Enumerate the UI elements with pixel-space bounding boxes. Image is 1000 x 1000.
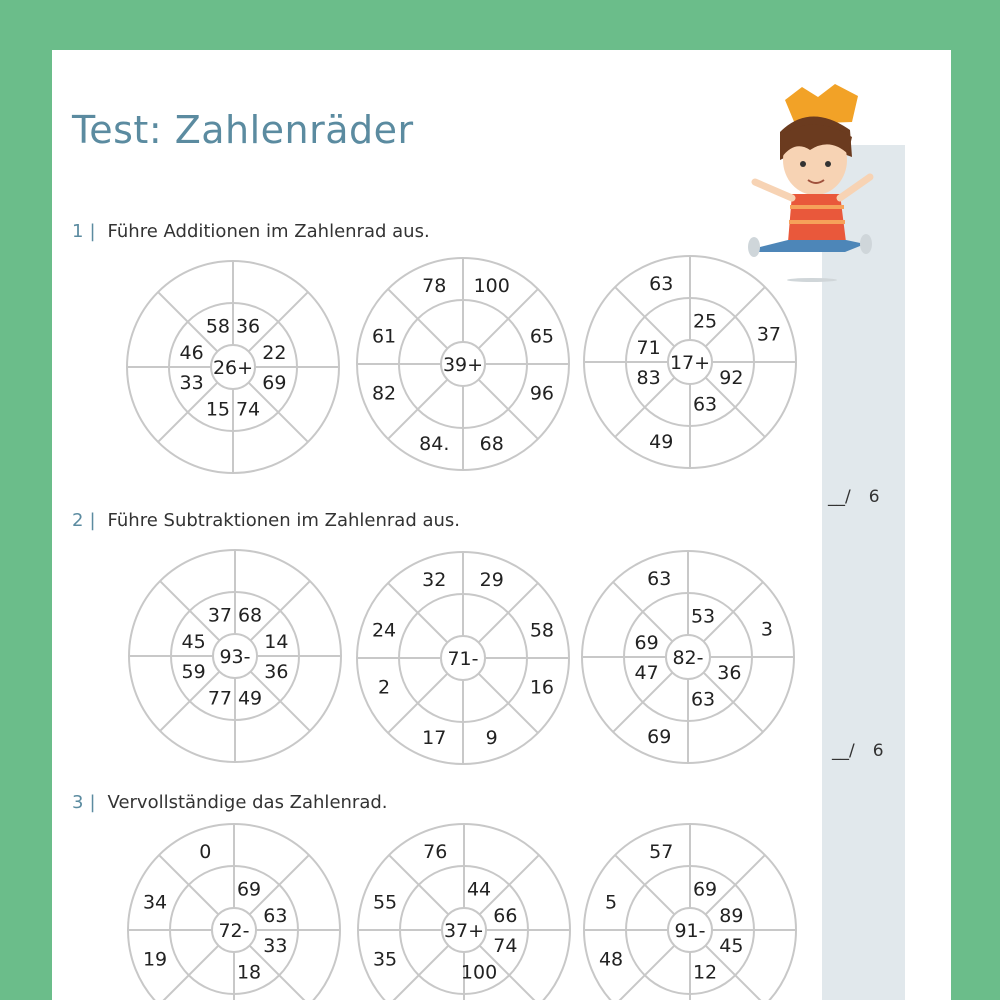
number-wheel: [128, 824, 340, 1000]
wheel-number: 63: [263, 904, 288, 927]
page-title: Test: Zahlenräder: [72, 108, 414, 152]
wheel-number: 61: [371, 325, 397, 348]
wheel-number: 19: [142, 948, 168, 971]
task-separator: |: [89, 792, 96, 813]
wheel-number: 63: [649, 273, 674, 296]
wheel-number: 15: [205, 398, 231, 421]
wheel-number: 35: [372, 948, 398, 971]
wheel-number: 77: [207, 687, 233, 710]
wheel-number: 69: [262, 372, 287, 395]
wheel-number: 78: [422, 275, 447, 298]
task-text: Führe Additionen im Zahlenrad aus.: [107, 221, 430, 242]
wheel-spoke: [159, 855, 218, 914]
wheel-number: 2: [378, 676, 391, 699]
wheel-center-label: 37+: [443, 920, 485, 942]
wheel-number: 66: [493, 904, 518, 927]
wheel-number: 63: [690, 688, 716, 711]
number-wheel: [582, 551, 794, 763]
wheel-number: 84.: [419, 432, 450, 455]
wheel-number: 9: [485, 726, 498, 749]
wheel-center-label: 91-: [674, 920, 706, 942]
wheel-number: 96: [529, 382, 555, 405]
wheel-number: 36: [264, 661, 289, 684]
wheel-spoke: [615, 946, 674, 1000]
wheel-number: 36: [717, 662, 742, 685]
task-separator: |: [89, 221, 96, 242]
task-text: Führe Subtraktionen im Zahlenrad aus.: [107, 510, 460, 531]
wheel-number: 63: [647, 568, 672, 591]
wheel-number: 44: [466, 878, 492, 901]
wheel-center-label: 82-: [672, 647, 704, 669]
wheel-number: 68: [237, 604, 263, 627]
wheel-spoke: [388, 380, 447, 439]
number-wheel: [129, 550, 341, 762]
number-wheel: [358, 824, 570, 1000]
wheel-number: 24: [371, 619, 397, 642]
boy-with-crown-illustration: [740, 82, 880, 282]
wheel-number: 53: [690, 605, 716, 628]
wheel-center-label: 39+: [442, 354, 484, 376]
wheel-number: 5: [605, 891, 618, 914]
wheel-number: 82: [371, 382, 397, 405]
wheel-number: 58: [529, 619, 555, 642]
wheel-number: 12: [692, 961, 718, 984]
wheel-number: 58: [205, 315, 231, 338]
wheel-number: 76: [423, 841, 448, 864]
wheel-number: 36: [235, 315, 261, 338]
wheel-number: 89: [719, 904, 744, 927]
number-wheel: [357, 258, 569, 470]
wheel-number: 69: [692, 878, 718, 901]
wheel-number: 92: [719, 367, 744, 390]
wheel-number: 69: [647, 725, 672, 748]
wheel-center-label: 93-: [219, 646, 251, 668]
wheel-number: 0: [199, 841, 212, 864]
wheel-number: 33: [179, 372, 204, 395]
task-number: 1: [72, 221, 84, 242]
wheel-number: 32: [422, 569, 447, 592]
wheel-center-label: 26+: [212, 357, 254, 379]
wheel-number: 18: [236, 961, 262, 984]
wheel-number: 68: [479, 432, 504, 455]
score-total: 6: [868, 487, 880, 507]
wheel-number: 34: [142, 891, 168, 914]
wheel-spoke: [159, 946, 218, 1000]
score-blank: __/: [828, 487, 851, 507]
wheel-center-label: 17+: [669, 352, 711, 374]
wheel-number: 25: [692, 310, 718, 333]
wheel-number: 100: [473, 275, 510, 298]
wheel-number: 83: [636, 367, 661, 390]
wheel-number: 63: [692, 393, 718, 416]
wheel-number: 45: [719, 935, 744, 958]
task-separator: |: [89, 510, 96, 531]
task-text: Vervollständige das Zahlenrad.: [107, 792, 388, 813]
wheel-number: 57: [649, 841, 674, 864]
wheel-number: 74: [235, 398, 261, 421]
wheel-number: 29: [479, 569, 504, 592]
wheel-number: 16: [529, 676, 555, 699]
wheel-spoke: [389, 946, 448, 1000]
wheel-number: 47: [634, 662, 659, 685]
wheel-number: 100: [460, 961, 498, 984]
score-total: 6: [872, 741, 884, 761]
wheel-number: 46: [179, 341, 204, 364]
wheel-number: 37: [207, 604, 233, 627]
wheel-spoke: [615, 855, 674, 914]
number-wheel: [357, 552, 569, 764]
wheel-number: 22: [262, 341, 287, 364]
number-wheel: [127, 261, 339, 473]
wheel-number: 74: [493, 935, 518, 958]
number-wheel: [584, 824, 796, 1000]
task-number: 3: [72, 792, 84, 813]
wheel-spoke: [389, 855, 448, 914]
wheel-number: 71: [636, 336, 661, 359]
wheel-number: 59: [181, 661, 206, 684]
wheel-number: 65: [529, 325, 555, 348]
wheel-number: 3: [760, 618, 773, 641]
wheel-number: 37: [756, 323, 782, 346]
wheel-number: 69: [634, 631, 659, 654]
wheel-spoke: [388, 583, 447, 642]
wheel-center-label: 72-: [218, 920, 250, 942]
wheel-number: 69: [236, 878, 262, 901]
wheel-number: 17: [422, 726, 447, 749]
wheel-spoke: [388, 674, 447, 733]
task-number: 2: [72, 510, 84, 531]
wheel-number: 33: [263, 935, 288, 958]
wheel-number: 45: [181, 630, 206, 653]
wheel-number: 55: [372, 891, 398, 914]
wheel-number: 14: [264, 630, 289, 653]
wheel-number: 48: [598, 948, 624, 971]
score-blank: __/: [832, 741, 855, 761]
wheel-number: 49: [649, 430, 674, 453]
wheel-center-label: 71-: [447, 648, 479, 670]
wheel-spoke: [388, 289, 447, 348]
number-wheel: [584, 256, 796, 468]
wheel-number: 49: [237, 687, 263, 710]
